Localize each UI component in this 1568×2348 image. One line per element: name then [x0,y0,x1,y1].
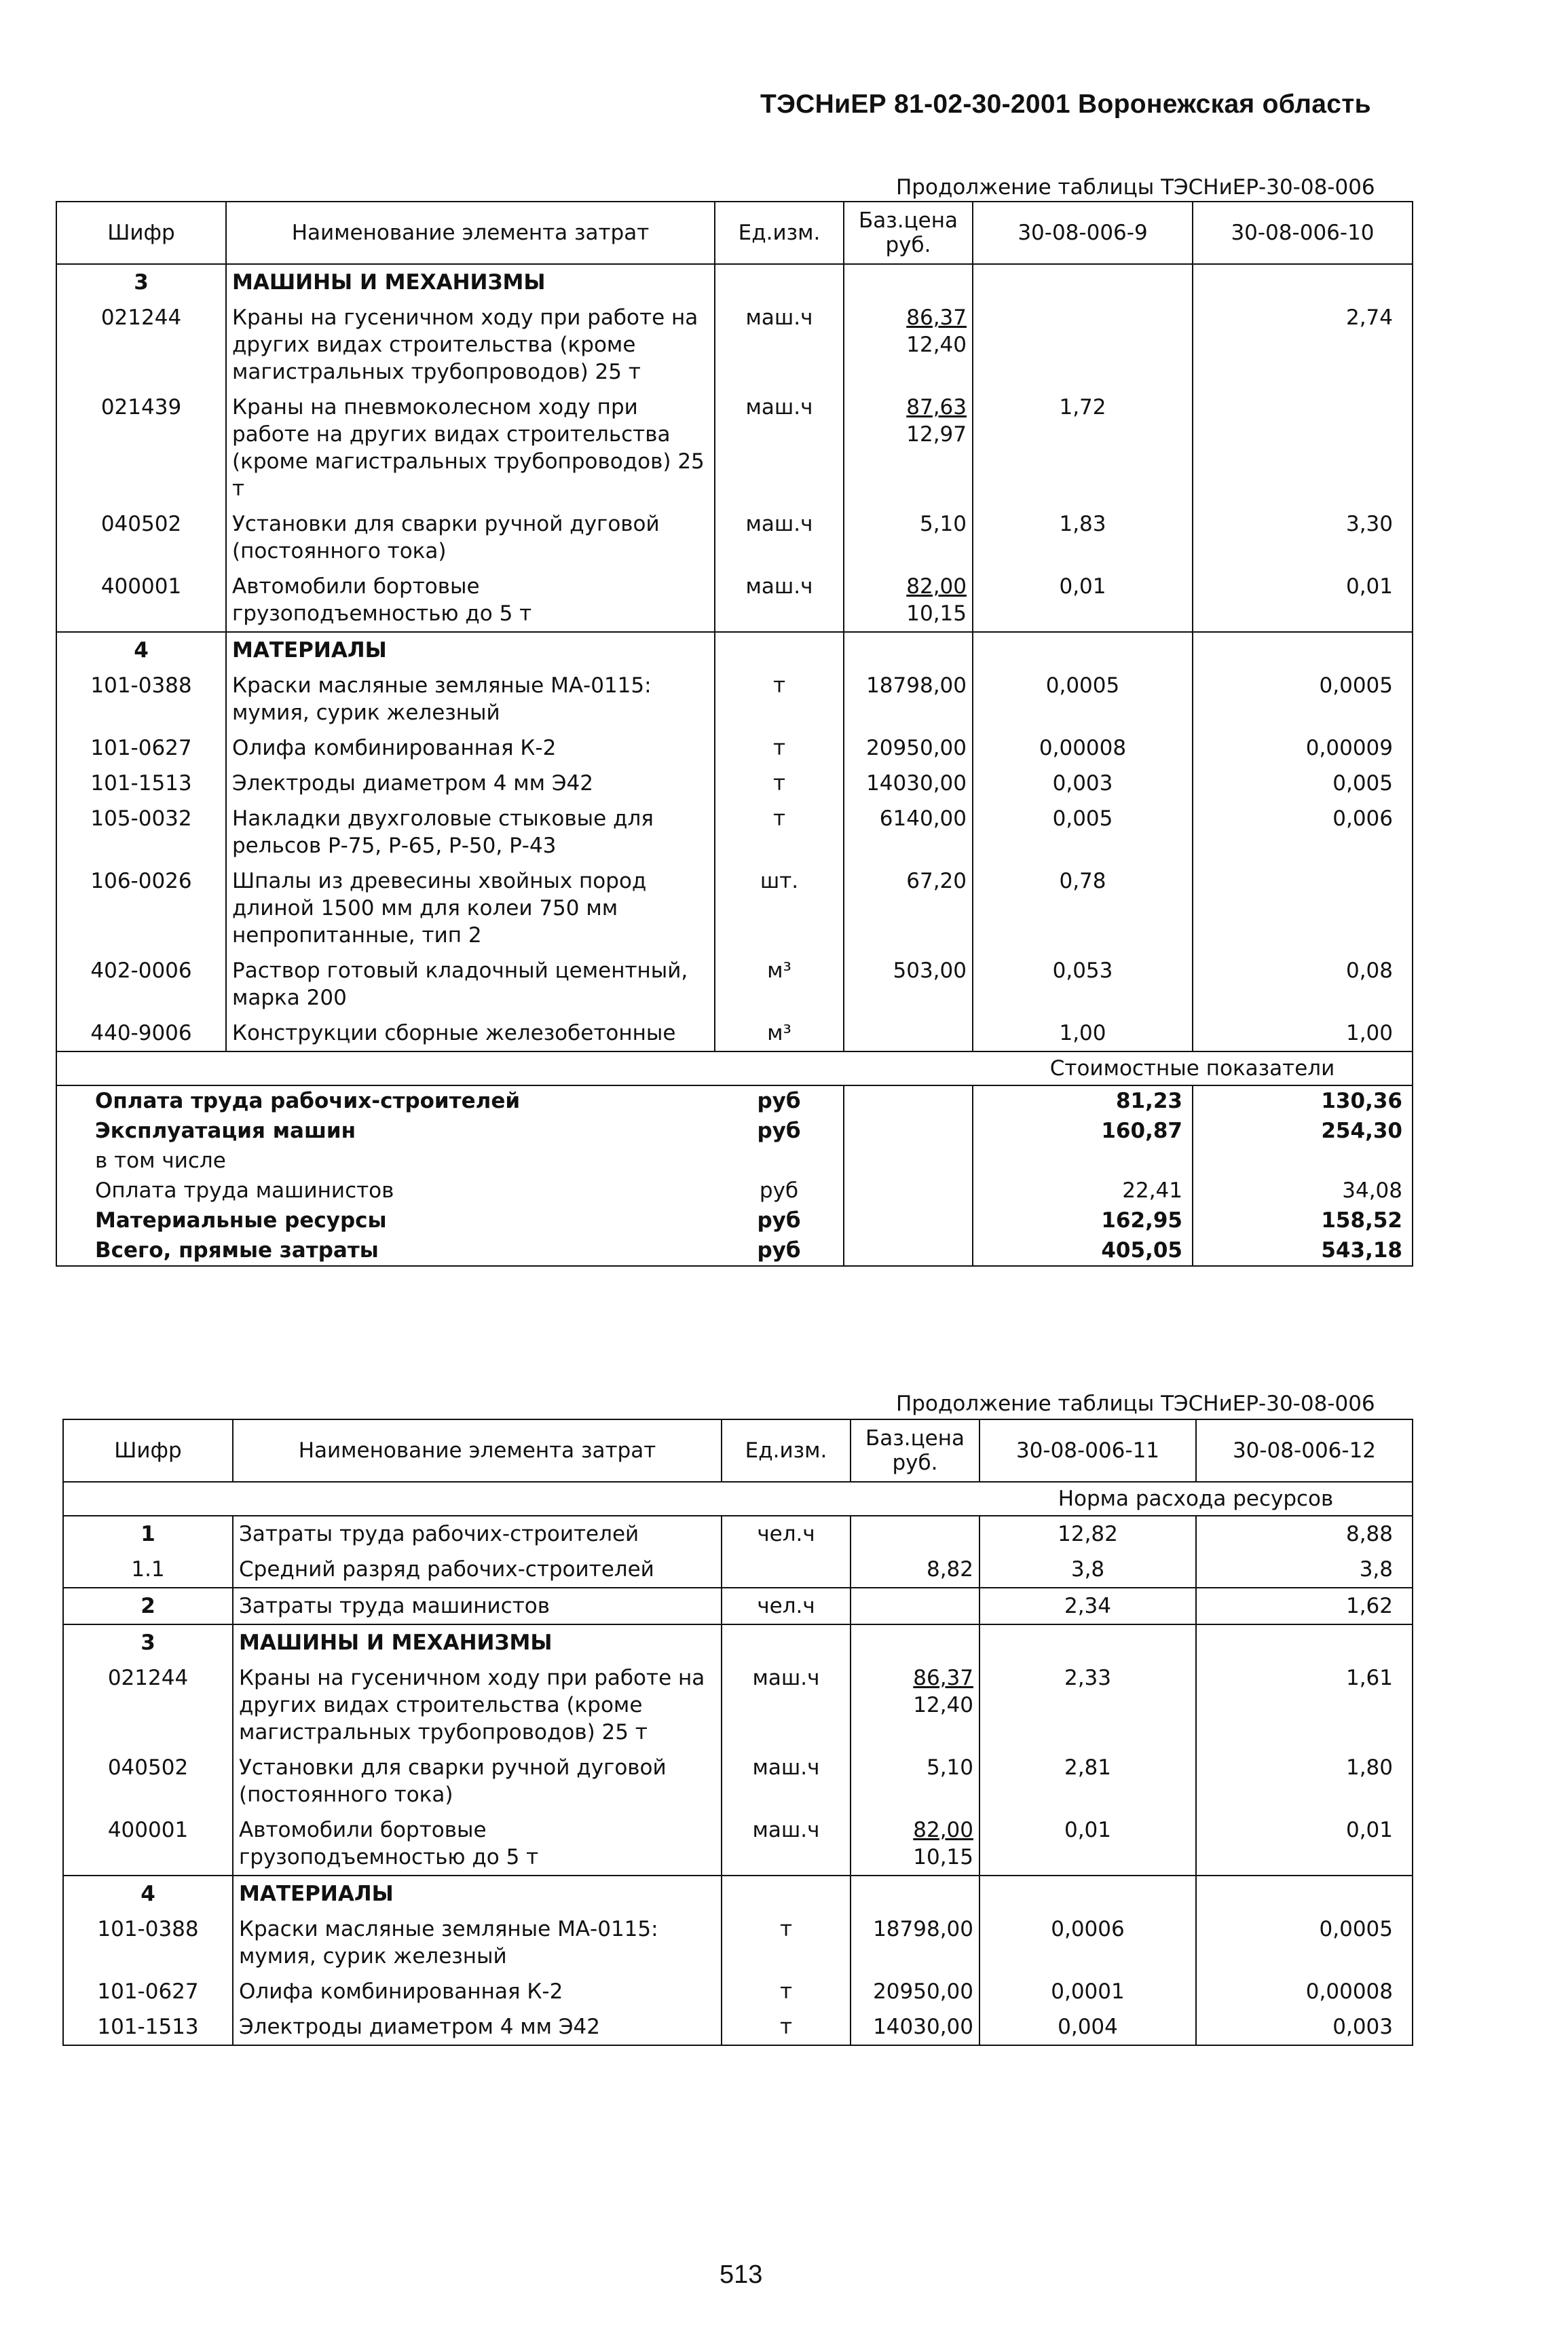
norm-banner-row [63,1482,1413,1516]
row-base-price [851,2009,979,2045]
row-base-price [844,390,973,506]
row-value-1: 0,003 [973,766,1193,801]
row-value-1: 0,01 [973,569,1193,632]
cost-row [56,1146,1413,1176]
price-value: 18798,00 [873,1917,973,1941]
table1-body [56,264,1413,1051]
row-value-2: 0,01 [1345,574,1393,599]
row-code: 400001 [56,569,226,632]
row-value-2 [1193,863,1413,953]
col-header-v1: 30-08-006-9 [973,202,1193,264]
row-value-1: 0,005 [973,801,1193,863]
cost-value-2: 543,18 [1321,1238,1402,1263]
row-value-1: 3,8 [979,1552,1196,1588]
cost-label: Оплата труда машинистов [95,1178,394,1203]
price-wage: 12,40 [913,1693,973,1717]
table1-header-row [56,202,1413,264]
row-value-1 [973,300,1193,390]
section-row [63,1624,1413,1660]
row-value-2: 8,88 [1196,1516,1413,1552]
table1-caption: Продолжение таблицы ТЭСНиЕР-30-08-006 [896,175,1375,200]
section-row [56,632,1413,668]
page-number: 513 [720,2260,763,2289]
cost-empty [844,1235,973,1266]
row-value-2: 0,003 [1332,2015,1393,2039]
row-name: Краски масляные земляные МА-0115: мумия, сурик железный [226,668,715,730]
row-base-price [851,1876,979,1912]
cost-unit: руб [715,1116,844,1146]
row-value-1: 1,83 [973,506,1193,569]
row-value-2: 0,006 [1332,806,1393,831]
row-unit: т [722,2009,851,2045]
price-value: 67,20 [906,869,967,893]
row-base-price [851,1588,979,1624]
col-header-unit: Ед.изм. [715,202,844,264]
row-base-price [844,766,973,801]
row-name: Средний разряд рабочих-строителей [233,1552,722,1588]
row-value-2: 1,61 [1345,1666,1393,1690]
row-code: 1.1 [63,1552,233,1588]
row-value-1: 0,00008 [973,730,1193,766]
table-row [56,863,1413,953]
row-unit [722,1624,851,1660]
row-unit: т [722,1912,851,1974]
row-base-price [844,569,973,632]
row-name: Установки для сварки ручной дуговой (постоянного тока) [233,1750,722,1812]
row-value-2 [1196,1624,1413,1660]
price-value: 20950,00 [873,1979,973,2004]
row-unit: чел.ч [722,1588,851,1624]
row-code: 1 [63,1516,233,1552]
price-value: 503,00 [893,958,967,983]
row-code: 101-0627 [56,730,226,766]
cost-label: в том числе [95,1149,226,1173]
row-base-price [844,300,973,390]
col-header-unit: Ед.изм. [722,1419,851,1482]
row-unit [722,1876,851,1912]
row-unit: чел.ч [722,1516,851,1552]
row-unit [715,632,844,668]
cost-empty [844,1146,973,1176]
row-code: 4 [63,1876,233,1912]
row-base-price [851,1974,979,2009]
row-unit: т [715,730,844,766]
row-base-price [851,1812,979,1876]
row-code: 021244 [63,1660,233,1750]
cost-unit: руб [715,1235,844,1266]
row-value-1 [979,1876,1196,1912]
cost-empty [844,1206,973,1235]
row-base-price [851,1552,979,1588]
section-row [63,1876,1413,1912]
cost-row [56,1116,1413,1146]
row-code: 402-0006 [56,953,226,1015]
row-base-price [844,863,973,953]
resource-table-1 [56,201,1413,1267]
row-name: Раствор готовый кладочный цементный, марка 200 [226,953,715,1015]
row-name: Затраты труда рабочих-строителей [233,1516,722,1552]
row-name: МАШИНЫ И МЕХАНИЗМЫ [226,264,715,300]
cost-value-1 [973,1146,1193,1176]
table-row [56,1015,1413,1051]
col-header-v1: 30-08-006-11 [979,1419,1196,1482]
table-row [63,1552,1413,1588]
row-unit: маш.ч [715,300,844,390]
row-unit: маш.ч [715,569,844,632]
row-unit: т [715,668,844,730]
cost-value-1: 160,87 [973,1116,1193,1146]
row-unit: т [722,1974,851,2009]
row-code: 040502 [56,506,226,569]
row-base-price [844,668,973,730]
cost-unit: руб [715,1085,844,1116]
row-base-price [844,632,973,668]
row-unit: маш.ч [722,1660,851,1750]
row-unit: шт. [715,863,844,953]
table2-header-row [63,1419,1413,1482]
cost-value-1: 405,05 [973,1235,1193,1266]
table-row [56,506,1413,569]
table-row [63,1588,1413,1624]
row-base-price [844,730,973,766]
row-unit [715,264,844,300]
row-value-2: 0,005 [1332,771,1393,796]
table-row [56,953,1413,1015]
row-unit: маш.ч [715,390,844,506]
table-row [56,668,1413,730]
row-value-2 [1193,264,1413,300]
price-value: 5,10 [926,1755,973,1780]
row-code: 105-0032 [56,801,226,863]
price-value: 18798,00 [866,673,967,698]
cost-row [56,1176,1413,1206]
row-value-2 [1193,390,1413,506]
table-row [63,1660,1413,1750]
row-name: МАШИНЫ И МЕХАНИЗМЫ [233,1624,722,1660]
row-value-1: 2,81 [979,1750,1196,1812]
cost-unit: руб [715,1176,844,1206]
cost-label: Всего, прямые затраты [95,1238,379,1263]
row-unit [722,1552,851,1588]
row-base-price [851,1750,979,1812]
row-value-2 [1196,1876,1413,1912]
table-row [63,1750,1413,1812]
table-row [56,300,1413,390]
row-value-1 [973,632,1193,668]
row-value-1: 1,72 [973,390,1193,506]
cost-row [56,1206,1413,1235]
cost-banner-row [56,1051,1413,1085]
row-value-1 [973,264,1193,300]
price-total: 82,00 [906,574,967,599]
cost-empty [844,1116,973,1146]
table-row [63,2009,1413,2045]
row-base-price [851,1660,979,1750]
row-name: Электроды диаметром 4 мм Э42 [226,766,715,801]
row-code: 106-0026 [56,863,226,953]
row-name: Краны на гусеничном ходу при работе на других видах строительства (кроме магистральных трубопроводов) 25 т [233,1660,722,1750]
row-name: Краны на гусеничном ходу при работе на других видах строительства (кроме магистральных трубопроводов) 25 т [226,300,715,390]
row-unit: м³ [715,953,844,1015]
row-name: Накладки двухголовые стыковые для рельсов Р-75, Р-65, Р-50, Р-43 [226,801,715,863]
row-value-1 [979,1624,1196,1660]
row-value-2: 0,01 [1345,1818,1393,1842]
row-unit: т [715,766,844,801]
norm-banner: Норма расхода ресурсов [979,1482,1413,1516]
price-wage: 10,15 [906,601,967,626]
row-code: 101-1513 [56,766,226,801]
table-row [56,390,1413,506]
cost-row [56,1085,1413,1116]
price-total: 82,00 [913,1818,973,1842]
row-code: 101-0627 [63,1974,233,2009]
row-name: Шпалы из древесины хвойных пород длиной 1500 мм для колеи 750 мм непропитанные, тип 2 [226,863,715,953]
cost-banner: Стоимостные показатели [973,1051,1413,1085]
row-value-2: 1,62 [1196,1588,1413,1624]
price-value: 20950,00 [866,736,967,760]
row-value-2: 3,8 [1359,1557,1393,1582]
row-code: 2 [63,1588,233,1624]
row-code: 101-0388 [56,668,226,730]
row-code: 3 [56,264,226,300]
document-title: ТЭСНиЕР 81-02-30-2001 Воронежская область [760,90,1371,119]
row-unit: маш.ч [715,506,844,569]
row-value-1: 0,0005 [973,668,1193,730]
row-name: Олифа комбинированная К-2 [226,730,715,766]
row-value-1: 2,34 [979,1588,1196,1624]
price-total: 87,63 [906,395,967,420]
table-row [56,801,1413,863]
row-code: 440-9006 [56,1015,226,1051]
col-header-price: Баз.цена руб. [851,1419,979,1482]
price-wage: 12,97 [906,422,967,447]
price-total: 86,37 [906,305,967,330]
row-code: 3 [63,1624,233,1660]
cost-value-2: 254,30 [1321,1119,1402,1143]
cost-rows [56,1085,1413,1266]
row-name: Установки для сварки ручной дуговой (постоянного тока) [226,506,715,569]
table2-caption: Продолжение таблицы ТЭСНиЕР-30-08-006 [896,1392,1375,1416]
table-row [56,730,1413,766]
cost-unit: руб [715,1206,844,1235]
row-value-1: 1,00 [973,1015,1193,1051]
row-code: 021439 [56,390,226,506]
row-unit: маш.ч [722,1812,851,1876]
row-name: МАТЕРИАЛЫ [226,632,715,668]
row-value-2: 2,74 [1345,305,1393,330]
price-value: 14030,00 [873,2015,973,2039]
row-unit: м³ [715,1015,844,1051]
row-name: Затраты труда машинистов [233,1588,722,1624]
col-header-code: Шифр [63,1419,233,1482]
price-wage: 10,15 [913,1845,973,1869]
row-value-2: 1,00 [1345,1021,1393,1045]
col-header-v2: 30-08-006-10 [1193,202,1413,264]
row-name: Автомобили бортовые грузоподъемностью до 5 т [226,569,715,632]
cost-label: Эксплуатация машин [95,1119,356,1143]
row-base-price [844,506,973,569]
cost-empty [844,1176,973,1206]
cost-value-2: 158,52 [1321,1208,1402,1233]
row-code: 4 [56,632,226,668]
row-value-1: 0,01 [979,1812,1196,1876]
col-header-name: Наименование элемента затрат [226,202,715,264]
row-name: Автомобили бортовые грузоподъемностью до 5 т [233,1812,722,1876]
price-wage: 12,40 [906,333,967,357]
row-name: Конструкции сборные железобетонные [226,1015,715,1051]
row-base-price [851,1624,979,1660]
row-base-price [844,264,973,300]
row-base-price [844,801,973,863]
row-value-1: 2,33 [979,1660,1196,1750]
table-row [63,1912,1413,1974]
row-value-1: 0,004 [979,2009,1196,2045]
row-base-price [851,1516,979,1552]
row-code: 040502 [63,1750,233,1812]
row-name: Краски масляные земляные МА-0115: мумия, сурик железный [233,1912,722,1974]
row-base-price [851,1912,979,1974]
row-code: 101-1513 [63,2009,233,2045]
price-total: 86,37 [913,1666,973,1690]
row-value-1: 0,0001 [979,1974,1196,2009]
row-value-2 [1193,632,1413,668]
row-value-1: 0,78 [973,863,1193,953]
price-value: 5,10 [919,512,967,536]
row-base-price [844,953,973,1015]
cost-value-1: 81,23 [973,1085,1193,1116]
row-name: Краны на пневмоколесном ходу при работе на других видах строительства (кроме магистральных трубопроводов) 25 т [226,390,715,506]
table-row [56,569,1413,632]
row-value-2: 1,80 [1345,1755,1393,1780]
row-name: Электроды диаметром 4 мм Э42 [233,2009,722,2045]
cost-value-2: 34,08 [1342,1178,1402,1203]
col-header-v2: 30-08-006-12 [1196,1419,1413,1482]
row-value-1: 12,82 [979,1516,1196,1552]
row-code: 101-0388 [63,1912,233,1974]
cost-unit [715,1146,844,1176]
resource-table-2 [62,1419,1413,2046]
row-value-2: 0,00009 [1305,736,1393,760]
row-value-2: 0,0005 [1319,673,1393,698]
section-row [56,264,1413,300]
table-row [63,1974,1413,2009]
table2-body [63,1516,1413,2045]
row-value-2: 0,08 [1345,958,1393,983]
table-row [63,1516,1413,1552]
price-value: 8,82 [926,1557,973,1582]
cost-value-2: 130,36 [1321,1089,1402,1113]
table-row [56,766,1413,801]
row-value-2: 0,00008 [1305,1979,1393,2004]
row-value-1: 0,053 [973,953,1193,1015]
cost-row [56,1235,1413,1266]
col-header-price: Баз.цена руб. [844,202,973,264]
cost-value-1: 162,95 [973,1206,1193,1235]
row-unit: маш.ч [722,1750,851,1812]
row-value-1: 0,0006 [979,1912,1196,1974]
row-code: 400001 [63,1812,233,1876]
price-value: 6140,00 [879,806,967,831]
cost-value-1: 22,41 [973,1176,1193,1206]
row-unit: т [715,801,844,863]
col-header-code: Шифр [56,202,226,264]
row-name: МАТЕРИАЛЫ [233,1876,722,1912]
table-row [63,1812,1413,1876]
row-code: 021244 [56,300,226,390]
cost-value-2 [1193,1146,1413,1176]
row-name: Олифа комбинированная К-2 [233,1974,722,2009]
cost-label: Материальные ресурсы [95,1208,387,1233]
row-value-2: 0,0005 [1319,1917,1393,1941]
cost-empty [844,1085,973,1116]
cost-label: Оплата труда рабочих-строителей [95,1089,521,1113]
price-value: 14030,00 [866,771,967,796]
row-value-2: 3,30 [1345,512,1393,536]
col-header-name: Наименование элемента затрат [233,1419,722,1482]
row-base-price [844,1015,973,1051]
